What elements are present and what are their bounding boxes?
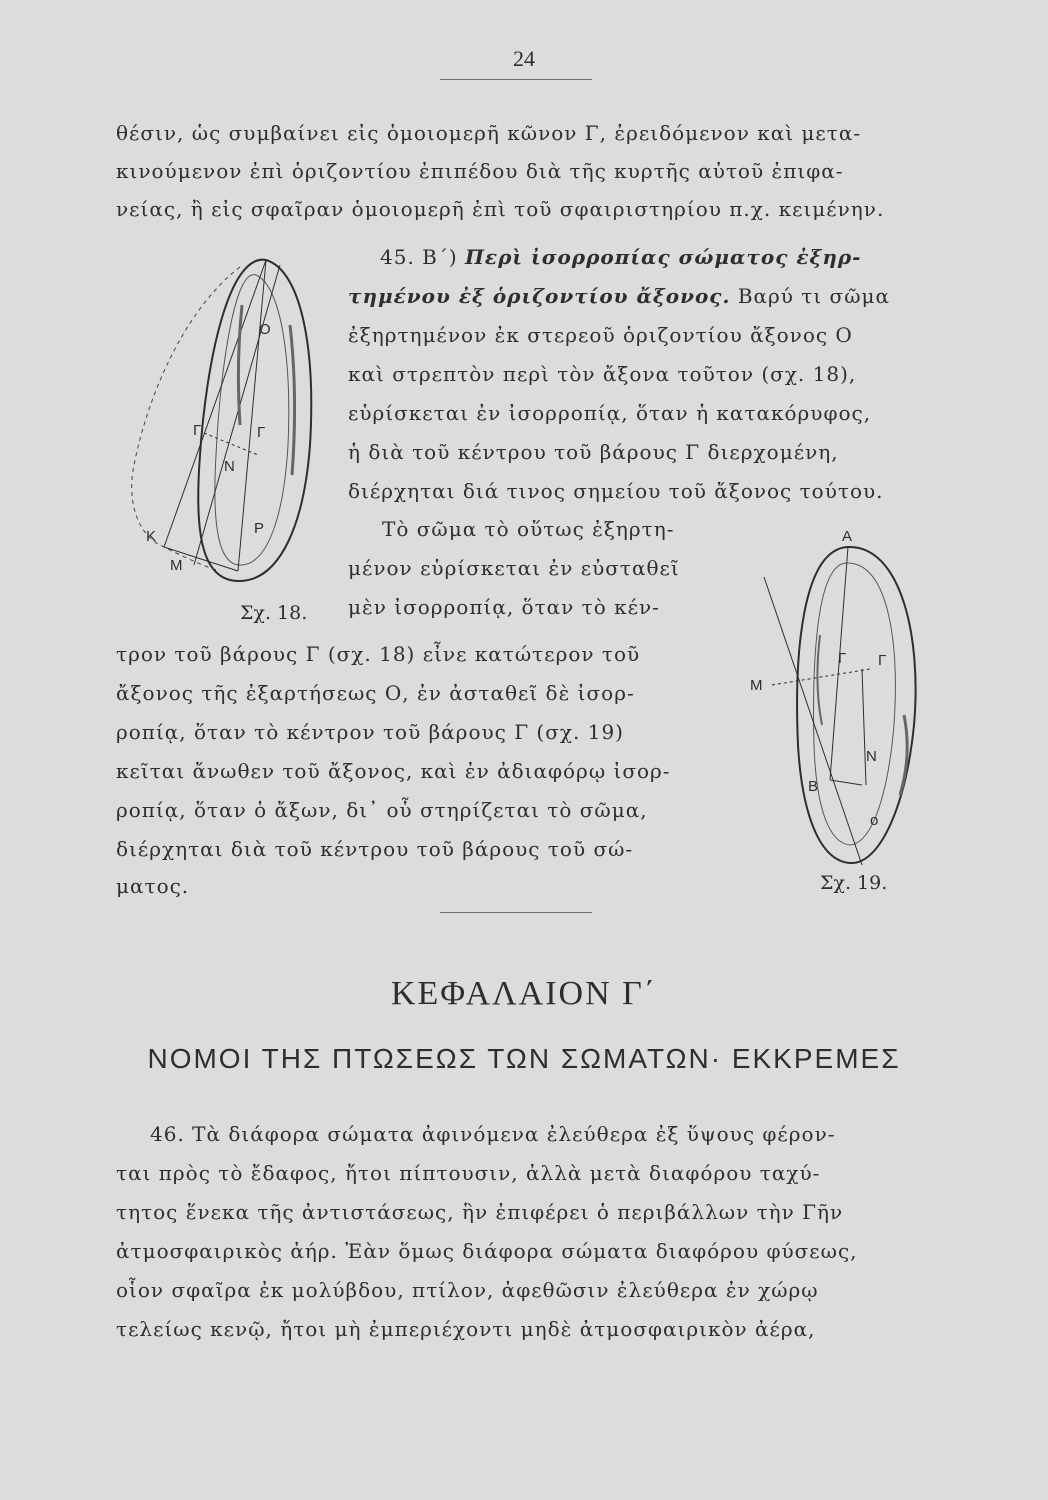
body-line: Τὸ σῶμα τὸ οὕτως ἐξηρτη- (382, 517, 675, 541)
body-line: μὲν ἰσορροπίᾳ, ὅταν τὸ κέν- (348, 595, 660, 619)
body-line: ροπίᾳ, ὅταν τὸ κέντρον τοῦ βάρους Γ (σχ. 19) (116, 720, 624, 744)
body-line: καὶ στρεπτὸν περὶ τὸν ἄξονα τοῦτον (σχ. 18), (348, 362, 857, 386)
section-title: τημένου ἐξ ὁριζοντίου ἄξονος. (348, 284, 731, 308)
figure-18-illustration (120, 245, 330, 595)
label-O: o (870, 812, 879, 829)
axis-line (194, 265, 280, 565)
page-number: 24 (513, 46, 535, 71)
shading-hatch (290, 325, 295, 475)
body-line: τρον τοῦ βάρους Γ (σχ. 18) εἶνε κατώτερον τοῦ (116, 642, 641, 666)
section-45-heading (380, 244, 861, 270)
chapter-subtitle: ΝΟΜΟΙ ΤΗΣ ΠΤΩΣΕΩΣ ΤΩΝ ΣΩΜΑΤΩΝ· ΕΚΚΡΕΜΕΣ (147, 1043, 901, 1074)
label-K: K (146, 528, 157, 545)
shading-hatch (817, 635, 822, 725)
body-line: ἄξονος τῆς ἐξαρτήσεως Ο, ἐν ἀσταθεῖ δὲ ἰσορ- (116, 681, 635, 705)
figure-19-illustration (750, 525, 950, 875)
intro-line: θέσιν, ὡς συμβαίνει εἰς ὁμοιομερῆ κῶνον Γ, ἐρειδόμενον καὶ μετα- (116, 121, 862, 145)
body-line: διέρχηται διά τινος σημείου τοῦ ἄξονος τούτου. (348, 479, 884, 503)
body-line: τητος ἕνεκα τῆς ἀντιστάσεως, ἣν ἐπιφέρει ὁ περιβάλλων τὴν Γῆν (116, 1200, 844, 1224)
shading-hatch (238, 305, 242, 425)
body-line: ἐξηρτημένον ἐκ στερεοῦ ὁριζοντίου ἄξονος Ο (348, 323, 853, 347)
body-line: μένον εὑρίσκεται ἐν εὐσταθεῖ (348, 556, 680, 580)
label-N: N (224, 458, 235, 475)
header-rule (440, 79, 592, 80)
label-G-prime: Γ (193, 422, 202, 439)
label-G-prime: Γ (838, 650, 847, 667)
body-inner-contour (814, 563, 896, 845)
body-line: εὑρίσκεται ἐν ἰσορροπίᾳ, ὅταν ἡ κατακόρυφος, (348, 401, 872, 425)
chapter-title: ΚΕΦΑΛΑΙΟΝ Γ΄ (390, 975, 658, 1012)
label-G: Γ (878, 652, 887, 669)
label-G: Γ (257, 424, 266, 441)
body-line: 46. Τὰ διάφορα σώματα ἀφινόμενα ἐλεύθερα ἐξ ὕψους φέρον- (150, 1122, 836, 1146)
label-P: P (254, 520, 265, 537)
label-M: M (750, 677, 763, 694)
body-line: διέρχηται διὰ τοῦ κέντρου τοῦ βάρους τοῦ σώ- (116, 837, 634, 861)
body-line: ματος. (116, 874, 190, 898)
body-line: ροπίᾳ, ὅταν ὁ ἄξων, δι᾽ οὗ στηρίζεται τὸ σῶμα, (116, 798, 648, 822)
horizontal-line (772, 669, 870, 685)
body-line: ται πρὸς τὸ ἔδαφος, ἤτοι πίπτουσιν, ἀλλὰ μετὰ διαφόρου ταχύ- (116, 1161, 821, 1185)
body-line: τελείως κενῷ, ἤτοι μὴ ἐμπεριέχοντι μηδὲ ἀτμοσφαιρικὸν ἀέρα, (116, 1317, 816, 1341)
label-O: O (259, 321, 271, 338)
shading-hatch (900, 715, 907, 795)
intro-line: νείας, ἢ εἰς σφαῖραν ὁμοιομερῆ ἐπὶ τοῦ σφαιριστηρίου π.χ. κειμένην. (116, 197, 885, 221)
body-line: ἀτμοσφαιρικὸς ἀήρ. Ἐὰν ὅμως διάφορα σώματα διαφόρου φύσεως, (116, 1239, 858, 1263)
label-M: M (170, 557, 183, 574)
figure-18-caption: Σχ. 18. (240, 602, 308, 624)
label-B: B (808, 778, 819, 795)
vertical-line (764, 577, 862, 865)
intro-line: κινούμενον ἐπὶ ὁριζοντίου ἐπιπέδου διὰ τῆς κυρτῆς αὐτοῦ ἐπιφα- (116, 159, 844, 183)
suspended-body-outline (797, 547, 916, 863)
vertical-segment (862, 669, 866, 785)
section-number: 45. Β΄) (380, 245, 458, 269)
section-45-heading-cont (348, 283, 890, 309)
body-line: κεῖται ἄνωθεν τοῦ ἄξονος, καὶ ἐν ἀδιαφόρῳ ἰσορ- (116, 759, 671, 783)
label-A: A (842, 528, 853, 545)
label-N: N (866, 748, 877, 765)
body-line: οἷον σφαῖρα ἐκ μολύβδου, πτίλον, ἀφεθῶσιν ἐλεύθερα ἐν χώρῳ (116, 1278, 819, 1302)
section-divider (440, 912, 592, 913)
section-title: Περὶ ἰσορροπίας σώματος ἐξηρ- (465, 245, 862, 269)
body-line: ἡ διὰ τοῦ κέντρου τοῦ βάρους Γ διερχομένη, (348, 440, 839, 464)
body-text: Βαρύ τι σῶμα (737, 284, 891, 308)
figure-19-caption: Σχ. 19. (820, 872, 888, 894)
